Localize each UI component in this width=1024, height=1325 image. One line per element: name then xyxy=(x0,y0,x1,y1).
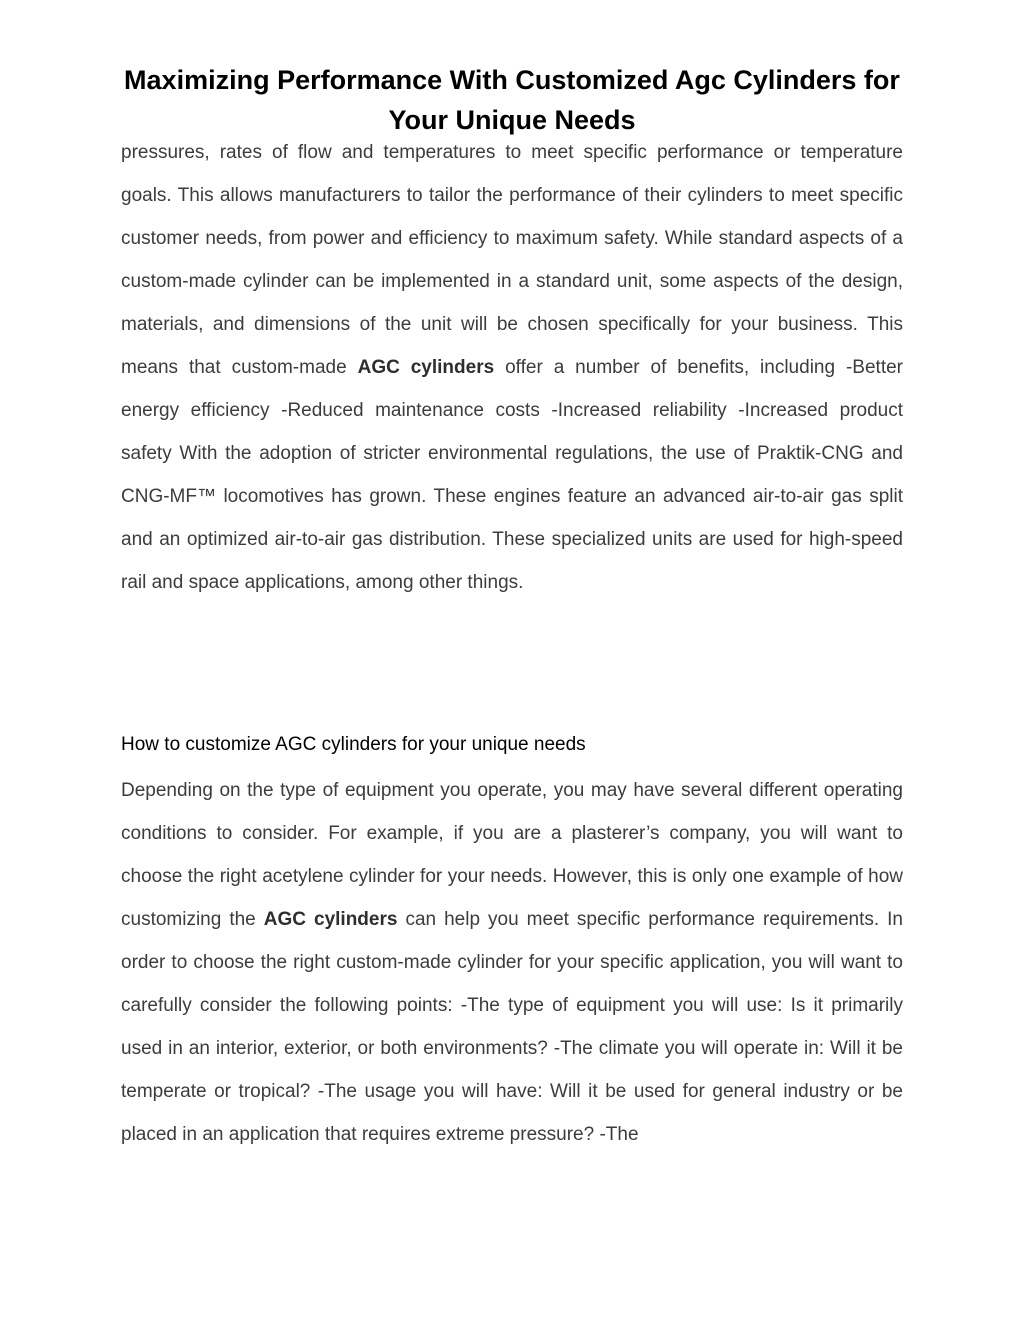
paragraph-1-text-start: pressures, rates of flow and temperatures to meet specific performance or temperature goals. This allows manufacturers to tailor the performance of their cylinders to meet specific customer needs, from power and efficiency to maximum safety. While standard aspects of a custom-made cylinder can be implemented in a standard unit, some aspects of the design, materials, and dimensions of the unit will be chosen specifically for your business. This means that custom-made xyxy=(121,142,903,378)
body-paragraph-2 xyxy=(121,769,903,1156)
page-title: Maximizing Performance With Customized Agc Cylinders for Your Unique Needs xyxy=(124,65,900,135)
paragraph-1-text-end: offer a number of benefits, including -Better energy efficiency -Reduced maintenance costs -Increased reliability -Increased product safety With the adoption of stricter environmental regulations, the use of Praktik-CNG and CNG-MF™ locomotives has grown. These engines feature an advanced air-to-air gas split and an optimized air-to-air gas distribution. These specialized units are used for high-speed rail and space applications, among other things. xyxy=(121,357,903,593)
bold-term-agc-cylinders: AGC cylinders xyxy=(263,909,398,930)
paragraph-2-text-start: Depending on the type of equipment you operate, you may have several different operating conditions to consider. For example, if you are a plasterer’s company, you will want to choose the right acetylene cylinder for your needs. However, this is only one example of how customizing the xyxy=(121,780,903,930)
section-heading: How to customize AGC cylinders for your unique needs xyxy=(121,734,586,755)
bold-term-agc-cylinders: AGC cylinders xyxy=(357,357,495,378)
body-paragraph-1 xyxy=(121,131,903,604)
paragraph-2-text-end: can help you meet specific performance requirements. In order to choose the right custom-made cylinder for your specific application, you will want to carefully consider the following points: -The type of equipment you will use: Is it primarily used in an interior, exterior, or both environments? -The climate you will operate in: Will it be temperate or tropical? -The usage you will have: Will it be used for general industry or be placed in an application that requires extreme pressure? -The xyxy=(121,909,903,1145)
